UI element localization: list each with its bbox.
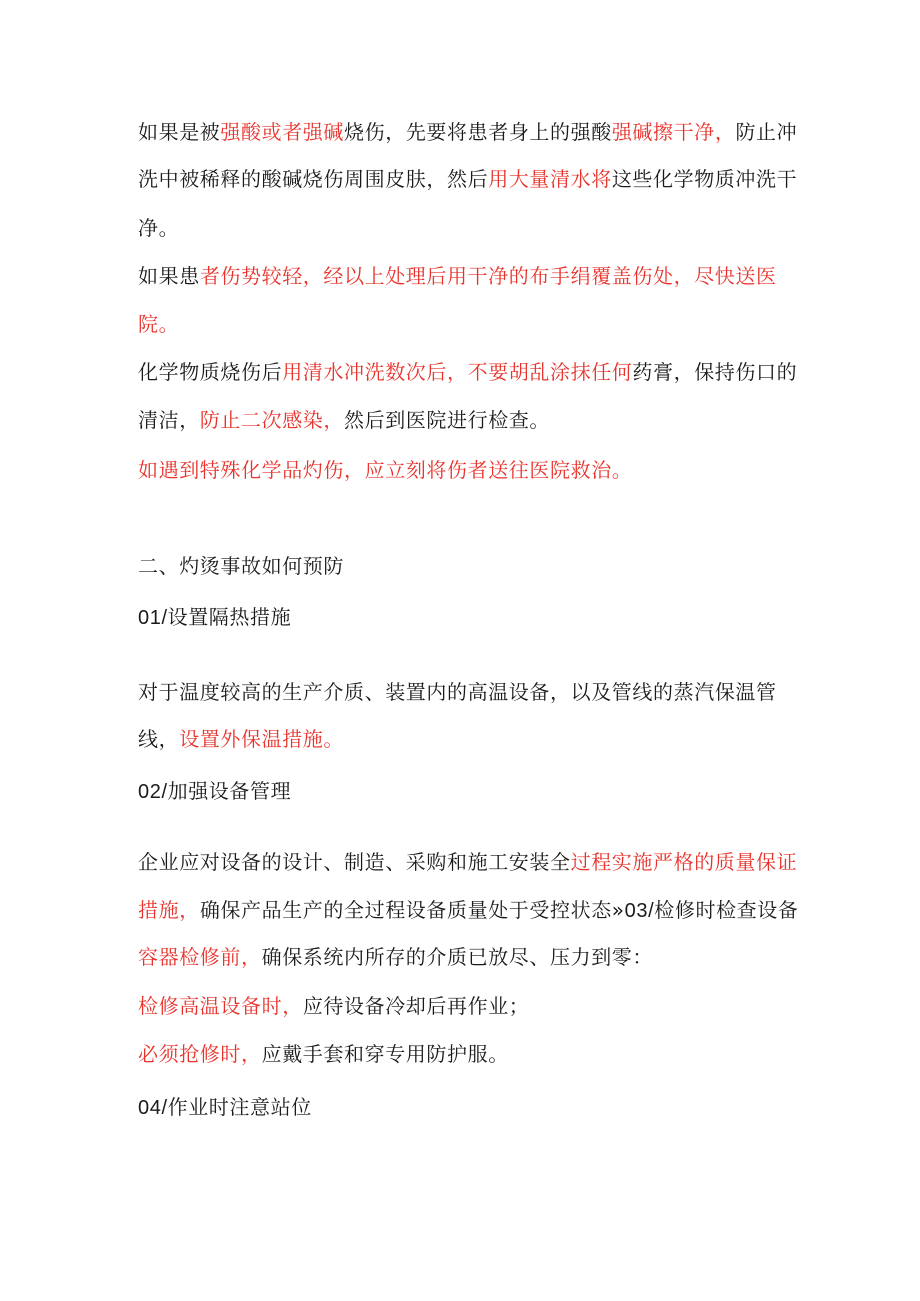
item-number: 04/ [138,1097,168,1119]
paragraph-line [138,725,798,753]
text-run: 应待设备冷却后再作业； [302,994,530,1018]
highlighted-text: 措施， [138,898,200,922]
text-run: 应戴手套和穿专用防护服。 [261,1042,509,1066]
item-heading-text: 设置隔热措施 [167,607,292,629]
item-heading-04 [138,1094,798,1122]
highlighted-text: 者伤势较轻，经以上处理后用干净的布手绢覆盖伤处，尽快送医 [199,264,777,288]
paragraph-line [138,456,798,484]
text-run: 确保产品生产的全过程设备质量处于受控状态» [199,898,625,922]
paragraph-line [138,848,798,876]
item-heading-text: 作业时注意站位 [167,1097,312,1119]
highlighted-text: 检修高温设备时， [138,994,303,1018]
text-run: 净。 [138,216,180,240]
text-run: 防止冲 [735,120,798,144]
text-run: 企业应对设备的设计、制造、采购和施工安装全 [138,850,571,874]
text-run: 药膏，保持伤口的 [632,360,798,384]
paragraph-line [138,118,798,146]
paragraph-line [138,214,798,242]
highlighted-text: 院。 [138,312,180,336]
highlighted-text: 过程实施严格的质量保证 [570,850,798,874]
text-run: 化学物质烧伤后 [138,360,283,384]
item-number: 01/ [138,607,168,629]
highlighted-text: 强酸或者强碱 [220,120,345,144]
item-heading-01 [138,604,798,632]
paragraph-line [138,1040,798,1068]
highlighted-text: 必须抢修时， [138,1042,262,1066]
highlighted-text: 设置外保温措施。 [179,727,345,751]
text-run: 对于温度较高的生产介质、装置内的高温设备，以及管线的蒸汽保温管 [138,680,777,704]
text-run: 线， [138,727,180,751]
text-run: 洗中被稀释的酸碱烧伤周围皮肤，然后 [138,167,489,191]
text-run: 清洁， [138,408,200,432]
section-title: 二、灼烫事故如何预防 [138,554,344,578]
highlighted-text: 如遇到特殊化学品灼伤，应立刻将伤者送往医院救治。 [138,458,633,482]
paragraph-line [138,165,798,193]
paragraph-line [138,992,798,1020]
paragraph-line [138,943,798,971]
paragraph-line [138,896,798,925]
text-run: 烧伤，先要将患者身上的强酸 [344,120,612,144]
text-run: 如果是被 [138,120,221,144]
text-run: 确保系统内所存的介质已放尽、压力到零： [261,945,654,969]
text-run: 如果患 [138,264,200,288]
paragraph-line [138,406,798,434]
paragraph-line [138,358,798,386]
text-run: 然后到医院进行检查。 [344,408,551,432]
paragraph-line [138,310,798,338]
item-number: 03/ [624,900,655,922]
highlighted-text: 防止二次感染， [199,408,345,432]
highlighted-text: 容器检修前， [138,945,262,969]
item-heading-02 [138,778,798,806]
paragraph-line [138,678,798,706]
text-run: 检修时检查设备 [654,898,799,922]
highlighted-text: 用清水冲洗数次后，不要胡乱涂抹任何 [282,360,633,384]
paragraph-line [138,262,798,290]
highlighted-text: 强碱擦干净， [611,120,736,144]
item-number: 02/ [138,781,168,803]
item-heading-text: 加强设备管理 [167,781,292,803]
text-run: 这些化学物质冲洗干 [611,167,798,191]
highlighted-text: 用大量清水将 [488,167,612,191]
